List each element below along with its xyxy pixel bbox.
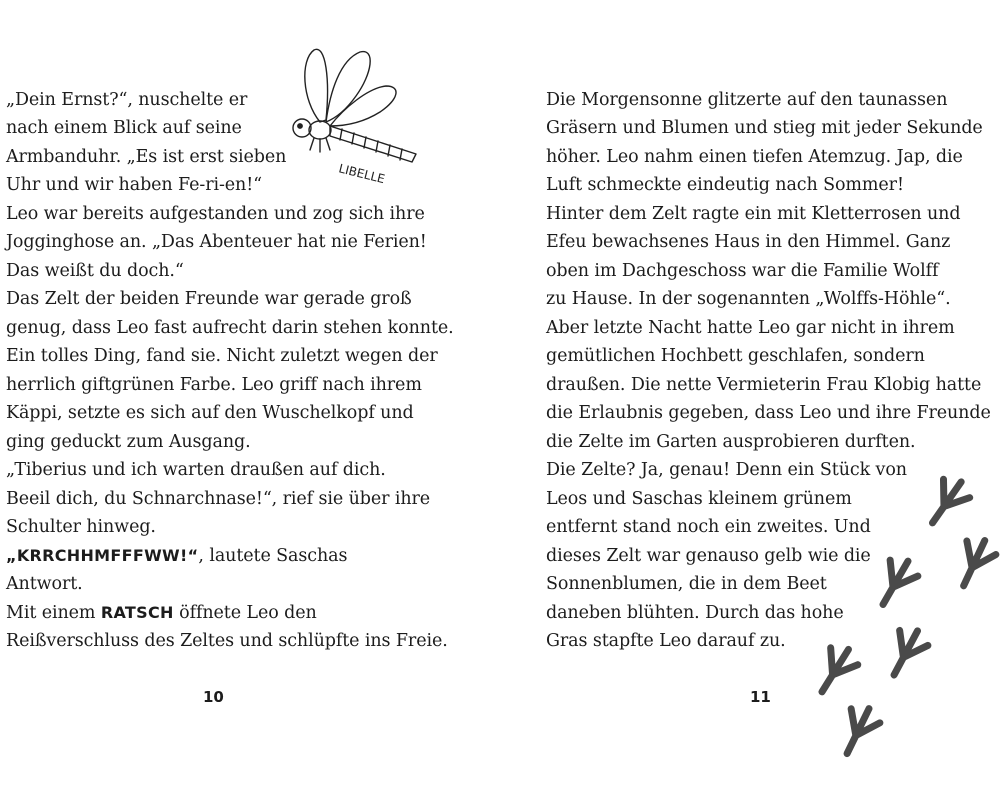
- text-line: dieses Zelt war genauso gelb wie die: [546, 546, 871, 566]
- text-line: Hinter dem Zelt ragte ein mit Kletterrosen und: [546, 204, 961, 224]
- footprint-icon: [833, 702, 884, 761]
- text-line: genug, dass Leo fast aufrecht darin stehen konnte.: [6, 318, 454, 338]
- text-line: Gräsern und Blumen und stieg mit jeder Sekunde: [546, 118, 983, 138]
- footprint-icon: [949, 534, 999, 593]
- footprint-icon: [869, 553, 922, 612]
- text-line: Schulter hinweg.: [6, 517, 156, 537]
- footprint-trail: [810, 455, 1000, 765]
- sound-line-rest: , lautete Saschas: [198, 546, 348, 566]
- text-line: gemütlichen Hochbett geschlafen, sondern: [546, 346, 925, 366]
- text-line: draußen. Die nette Vermieterin Frau Klobig hatte: [546, 375, 982, 395]
- right-page: [500, 0, 1000, 800]
- dragonfly-abdomen: [330, 126, 416, 162]
- text-line: Antwort.: [6, 574, 83, 594]
- text-line: nach einem Blick auf seine: [6, 118, 242, 138]
- footprint-icon: [810, 641, 862, 700]
- dragonfly-illustration: [280, 40, 425, 190]
- text-line: Luft schmeckte eindeutig nach Sommer!: [546, 175, 904, 195]
- text-line: die Erlaubnis gegeben, dass Leo und ihre Freunde: [546, 403, 991, 423]
- sound-effect-word: „KRRCHHMFFFWW!“: [6, 546, 199, 565]
- dragonfly-eye: [298, 124, 302, 128]
- text-line: Die Zelte? Ja, genau! Denn ein Stück von: [546, 460, 907, 480]
- text-line: Jogginghose an. „Das Abenteuer hat nie Ferien!: [6, 232, 427, 252]
- footprint-icon: [919, 473, 974, 532]
- text-line: Leos und Saschas kleinem grünem: [546, 489, 852, 509]
- sound-line: [6, 542, 347, 571]
- dragonfly-wing: [305, 49, 328, 122]
- text-line: höher. Leo nahm einen tiefen Atemzug. Jap, die: [546, 147, 963, 167]
- text-line: Leo war bereits aufgestanden und zog sich ihre: [6, 204, 425, 224]
- text-line: oben im Dachgeschoss war die Familie Wolff: [546, 261, 939, 281]
- dragonfly-label: LIBELLE: [337, 161, 387, 187]
- text-line: die Zelte im Garten ausprobieren durften.: [546, 432, 916, 452]
- text-line: Armbanduhr. „Es ist erst sieben: [6, 147, 287, 167]
- text-line: Ein tolles Ding, fand sie. Nicht zuletzt wegen der: [6, 346, 438, 366]
- ratsch-line: [6, 599, 317, 628]
- text-line: Uhr und wir haben Fe-ri-en!“: [6, 175, 262, 195]
- text-line: „Tiberius und ich warten draußen auf dich.: [6, 460, 386, 480]
- text-line: Gras stapfte Leo darauf zu.: [546, 631, 786, 651]
- footprint-icon: [880, 623, 932, 682]
- text-line: ging geduckt zum Ausgang.: [6, 432, 251, 452]
- dragonfly-wing: [326, 52, 370, 122]
- text-line: Beeil dich, du Schnarchnase!“, rief sie über ihre: [6, 489, 431, 509]
- text-line: Efeu bewachsenes Haus in den Himmel. Ganz: [546, 232, 951, 252]
- ratsch-suffix: öffnete Leo den: [173, 603, 317, 623]
- text-line: Die Morgensonne glitzerte auf den taunassen: [546, 90, 948, 110]
- text-line: zu Hause. In der sogenannten „Wolffs-Höhle“.: [546, 289, 951, 309]
- text-line: Käppi, setzte es sich auf den Wuschelkopf und: [6, 403, 414, 423]
- text-line: Aber letzte Nacht hatte Leo gar nicht in ihrem: [546, 318, 955, 338]
- dragonfly-wing: [330, 86, 396, 126]
- text-line: entfernt stand noch ein zweites. Und: [546, 517, 871, 537]
- ratsch-prefix: Mit einem: [6, 603, 101, 623]
- text-line: „Dein Ernst?“, nuschelte er: [6, 90, 248, 110]
- ratsch-word: RATSCH: [100, 603, 174, 622]
- text-line: daneben blühten. Durch das hohe: [546, 603, 844, 623]
- text-line: Sonnenblumen, die in dem Beet: [546, 574, 827, 594]
- text-line: herrlich giftgrünen Farbe. Leo griff nach ihrem: [6, 375, 422, 395]
- page-number-left: 10: [203, 688, 224, 706]
- page-number-right: 11: [750, 688, 771, 706]
- dragonfly-thorax: [309, 121, 331, 139]
- text-line: Reißverschluss des Zeltes und schlüpfte ins Freie.: [6, 631, 448, 651]
- text-line: Das Zelt der beiden Freunde war gerade groß: [6, 289, 412, 309]
- text-line: Das weißt du doch.“: [6, 261, 184, 281]
